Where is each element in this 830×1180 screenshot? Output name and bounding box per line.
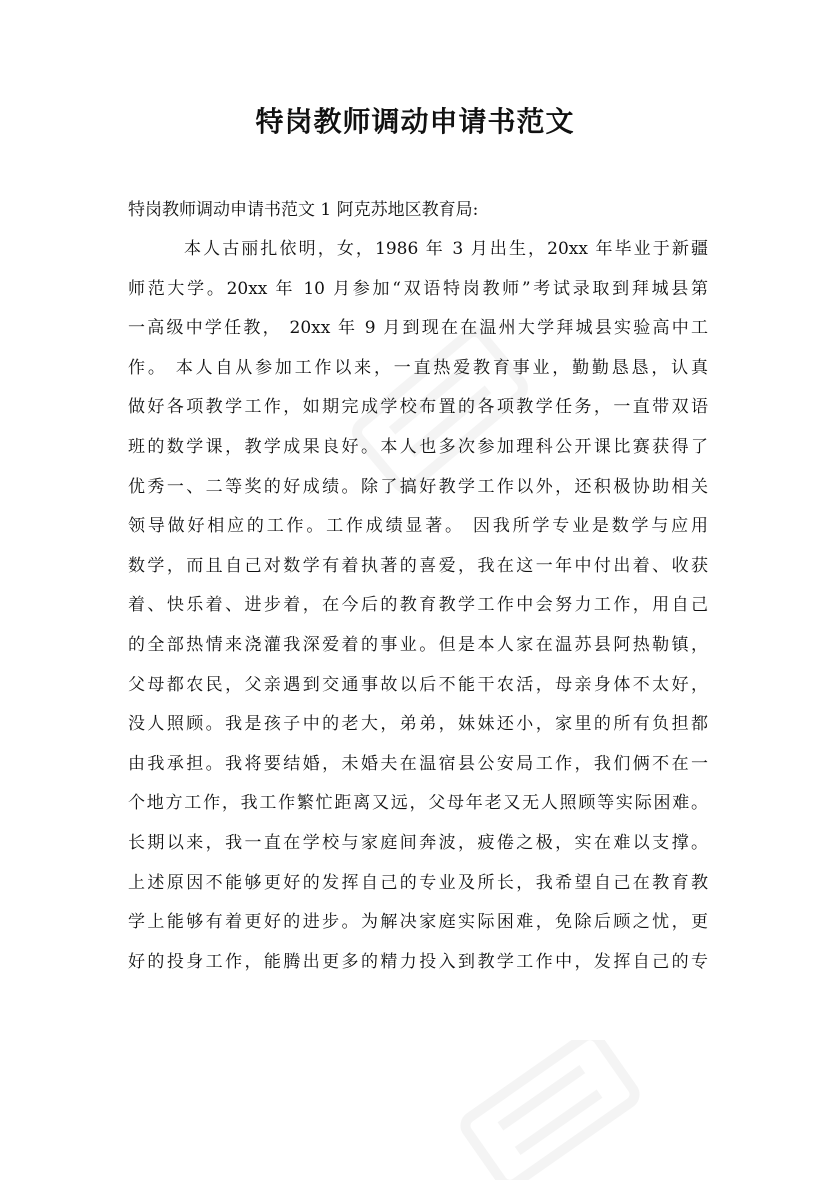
body-line: 个地方工作，我工作繁忙距离又远，父母年老又无人照顾等实际困难。 [128,793,708,814]
body-line: 没人照顾。我是孩子中的老大，弟弟，妹妹还小，家里的所有负担都 [128,714,708,735]
body-line: 的全部热情来浇灌我深爱着的事业。但是本人家在温苏县阿热勒镇， [128,634,708,655]
body-line: 做好各项教学工作，如期完成学校布置的各项教学任务，一直带双语 [128,397,708,418]
body-line: 长期以来，我一直在学校与家庭间奔波，疲倦之极，实在难以支撑。 [128,832,708,853]
body-line: 领导做好相应的工作。工作成绩显著。 因我所学专业是数学与应用 [128,516,708,537]
body-line: 由我承担。我将要结婚，未婚夫在温宿县公安局工作，我们俩不在一 [128,753,708,774]
body-line: 数学，而且自己对数学有着执著的喜爱，我在这一年中付出着、收获 [128,555,708,576]
body-line: 优秀一、二等奖的好成绩。除了搞好教学工作以外，还积极协助相关 [128,476,708,497]
body-line: 好的投身工作，能腾出更多的精力投入到教学工作中，发挥自己的专 [128,951,708,972]
body-line: 本人古丽扎依明，女，1986 年 3 月出生，20xx 年毕业于新疆 [184,239,708,259]
document-title: 特岗教师调动申请书范文 [255,105,575,138]
body-line: 学上能够有着更好的进步。为解决家庭实际困难，免除后顾之忧，更 [128,912,708,933]
body-line: 作。 本人自从参加工作以来，一直热爱教育事业，勤勤恳恳，认真 [128,357,708,378]
body-line: 一高级中学任教， 20xx 年 9 月到现在在温州大学拜城县实验高中工 [128,318,708,339]
body-line: 父母都农民，父亲遇到交通事故以后不能干农活，母亲身体不太好， [128,674,708,695]
body-line: 师范大学。20xx 年 10 月参加“双语特岗教师”考试录取到拜城县第 [128,278,708,299]
watermark-graphic [440,1040,660,1180]
letter-body [128,230,708,982]
body-line: 班的数学课，教学成果良好。本人也多次参加理科公开课比赛获得了 [128,436,708,457]
body-line: 上述原因不能够更好的发挥自己的专业及所长，我希望自己在教育教 [128,872,708,893]
body-line: 着、快乐着、进步着，在今后的教育教学工作中会努力工作，用自己 [128,595,708,616]
salutation-line: 特岗教师调动申请书范文 1 阿克苏地区教育局: [128,200,479,220]
